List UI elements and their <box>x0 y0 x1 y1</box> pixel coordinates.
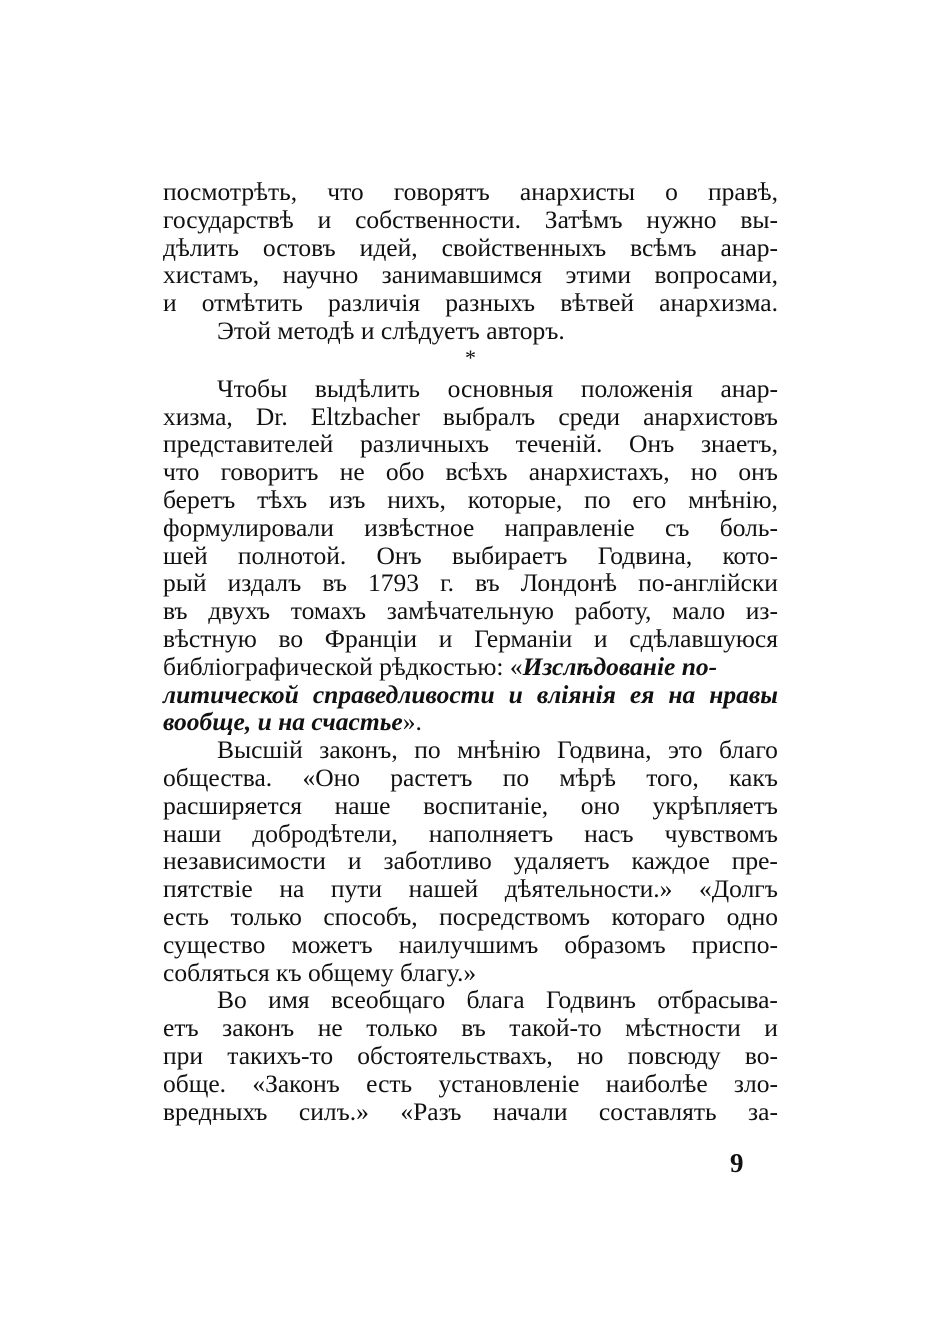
word: зло- <box>733 1068 778 1098</box>
word: не <box>317 1013 343 1043</box>
word: установленіе <box>438 1068 580 1098</box>
word: Годвинъ <box>545 985 636 1015</box>
word: положенія <box>580 373 693 403</box>
paragraph-5 <box>163 986 778 1125</box>
word: Затѣмъ <box>544 204 623 234</box>
word: можетъ <box>291 929 373 959</box>
word: наилучшимъ <box>398 929 539 959</box>
word: анархисты <box>519 177 635 206</box>
word: анар- <box>720 232 778 262</box>
text-line <box>163 542 778 570</box>
word: того, <box>646 762 699 792</box>
word: дѣятельности.» <box>504 874 673 904</box>
word: посредствомъ <box>439 901 591 931</box>
word: всѣмъ <box>630 232 697 262</box>
word: Чтобы <box>217 373 288 403</box>
word: наше <box>334 790 391 820</box>
word: Лондонѣ <box>520 568 618 598</box>
word: и <box>764 1013 778 1043</box>
word: формулировали <box>163 512 334 542</box>
text-line <box>163 234 778 262</box>
word: Германіи <box>474 623 573 653</box>
word: онъ <box>738 457 778 487</box>
word: по <box>584 484 611 514</box>
text-line <box>163 403 778 431</box>
word: обо <box>385 457 425 487</box>
word: говорятъ <box>393 177 490 206</box>
word: что <box>163 457 200 487</box>
book-title-italic: Изслѣдованіе по- <box>522 651 718 681</box>
word: сдѣлавшуюся <box>629 623 778 653</box>
word: наиболѣе <box>605 1068 708 1098</box>
word: въ <box>461 1013 486 1043</box>
word: анархистовъ <box>643 401 778 431</box>
word: беретъ <box>163 484 236 514</box>
word: Франціи <box>324 623 418 653</box>
text-line <box>163 289 778 317</box>
word: 1793 <box>368 568 419 598</box>
word: въ <box>163 596 188 626</box>
word: но <box>576 1040 604 1070</box>
word: справедливости <box>312 679 495 709</box>
word: вы- <box>740 204 778 234</box>
text-line <box>163 1042 778 1070</box>
word: добродѣтели, <box>252 818 398 848</box>
text-line: вообще, и на счастье ». <box>163 707 422 737</box>
word: Eltzbacher <box>310 401 420 431</box>
word: знаетъ, <box>700 429 778 459</box>
word: но <box>690 457 718 487</box>
word: хистамъ, <box>163 260 260 290</box>
word: представителей <box>163 429 334 459</box>
word: всѣхъ <box>445 457 508 487</box>
word: анархистахъ, <box>528 457 670 487</box>
word: насъ <box>584 818 634 848</box>
word: выбираетъ <box>451 540 568 570</box>
word: Онъ <box>629 429 675 459</box>
word: остовъ <box>262 232 336 262</box>
word: каждое <box>631 846 710 876</box>
word: благо <box>718 735 778 765</box>
text-line <box>163 458 778 486</box>
word: томахъ <box>290 596 367 626</box>
word: обще. <box>163 1068 227 1098</box>
word: разныхъ <box>445 288 536 318</box>
word: говоритъ <box>220 457 319 487</box>
word: ея <box>629 679 655 709</box>
text-line <box>163 375 778 403</box>
word: существо <box>163 929 266 959</box>
word: г. <box>440 568 455 598</box>
word: нихъ, <box>387 484 446 514</box>
text-line <box>163 597 778 625</box>
text-line <box>163 875 778 903</box>
text-line <box>163 261 778 289</box>
book-title-italic <box>163 681 778 709</box>
text-line <box>163 625 778 653</box>
word: мнѣнію <box>457 735 541 765</box>
word: собственности. <box>355 204 521 234</box>
text-line <box>163 847 778 875</box>
word: и <box>438 623 453 653</box>
word: Годвина, <box>556 735 652 765</box>
word: посмотрѣть, <box>163 177 298 206</box>
word: работу, <box>574 596 652 626</box>
word: из- <box>745 596 778 626</box>
word: по <box>502 762 530 792</box>
word: одно <box>726 901 778 931</box>
word: рый <box>163 568 207 598</box>
text-line: Этой методѣ и слѣдуетъ авторъ. <box>217 315 565 345</box>
word: въ <box>322 568 347 598</box>
word: нужно <box>646 204 717 234</box>
text-line <box>163 764 778 792</box>
word: по <box>414 735 441 765</box>
book-title-italic: вообще, и на счастье <box>163 707 403 737</box>
word: наполняетъ <box>428 818 554 848</box>
word: Во <box>217 985 247 1015</box>
word: образомъ <box>564 929 666 959</box>
word: мало <box>672 596 726 626</box>
word: такой-то <box>509 1013 602 1043</box>
word: «Оно <box>302 762 360 792</box>
word: анархизма. <box>659 288 778 318</box>
text-line <box>163 931 778 959</box>
word: всеобщаго <box>331 985 446 1015</box>
word: съ <box>664 512 690 542</box>
text-line <box>163 820 778 848</box>
text-line <box>163 1070 778 1098</box>
word: пре- <box>731 846 778 876</box>
word: силъ.» <box>298 1096 369 1126</box>
word: укрѣпляетъ <box>652 790 778 820</box>
word: Высшій <box>217 735 303 765</box>
word: боль- <box>719 512 778 542</box>
word: и <box>593 623 608 653</box>
word: на <box>668 679 696 709</box>
word: вліянія <box>536 679 616 709</box>
word: по-англійски <box>638 568 778 598</box>
text-line <box>163 430 778 458</box>
section-separator: * <box>465 344 476 370</box>
text-line <box>163 569 778 597</box>
word: законъ <box>222 1013 295 1043</box>
word: при <box>163 1040 204 1070</box>
word: анар- <box>720 373 778 403</box>
word: издалъ <box>227 568 302 598</box>
word: обстоятельствахъ, <box>357 1040 553 1070</box>
text-line <box>163 681 778 709</box>
word: мнѣнію, <box>688 484 778 514</box>
word: государствѣ <box>163 204 294 234</box>
word: Годвина, <box>597 540 693 570</box>
word: блага <box>466 985 525 1015</box>
text-line <box>163 736 778 764</box>
text-line <box>163 986 778 1014</box>
text-line <box>163 792 778 820</box>
word: полнотой. <box>237 540 347 570</box>
word: дѣлить <box>163 232 239 262</box>
word: «Долгъ <box>699 874 778 904</box>
word: отбрасыва- <box>657 985 778 1015</box>
word: пятствіе <box>163 874 253 904</box>
word: о <box>665 177 678 206</box>
page-number: 9 <box>730 1148 744 1178</box>
word: этими <box>565 260 632 290</box>
word: Dr. <box>255 401 288 431</box>
word: мѣстности <box>625 1013 741 1043</box>
word: кото- <box>722 540 778 570</box>
text-line <box>163 486 778 514</box>
text-line <box>163 1014 778 1042</box>
word: расширяется <box>163 790 302 820</box>
word: «Разъ <box>400 1096 462 1126</box>
word: такихъ-то <box>227 1040 334 1070</box>
word: различныхъ <box>359 429 490 459</box>
word: шей <box>163 540 208 570</box>
word: и <box>347 846 362 876</box>
word: вѣстную <box>163 623 257 653</box>
paragraph-1 <box>163 178 778 317</box>
word: во <box>278 623 304 653</box>
word: растетъ <box>390 762 473 792</box>
word: только <box>366 1013 438 1043</box>
word: есть <box>366 1068 413 1098</box>
word: удаляетъ <box>513 846 610 876</box>
word: оно <box>580 790 620 820</box>
word: законъ, <box>319 735 398 765</box>
word: вредныхъ <box>163 1096 268 1126</box>
word: замѣчательную <box>386 596 554 626</box>
word: направленіе <box>504 512 635 542</box>
word: которые, <box>467 484 563 514</box>
paragraph-4 <box>163 736 778 986</box>
word: свойственныхъ <box>441 232 607 262</box>
text-line <box>163 903 778 931</box>
paragraph-2 <box>163 317 778 345</box>
word: етъ <box>163 1013 199 1043</box>
word: приспо- <box>691 929 778 959</box>
word: что <box>327 177 364 206</box>
word: двухъ <box>208 596 271 626</box>
word: это <box>667 735 703 765</box>
word: извѣстное <box>364 512 475 542</box>
text-line <box>163 206 778 234</box>
word: выдѣлить <box>314 373 420 403</box>
word: вѣтвей <box>560 288 635 318</box>
text-line: собляться къ общему благу.» <box>163 957 477 987</box>
word: въ <box>475 568 500 598</box>
text-line <box>163 178 778 206</box>
word: за- <box>748 1096 778 1126</box>
text-line <box>163 1098 778 1126</box>
word: «Законъ <box>252 1068 340 1098</box>
word: повсюду <box>627 1040 721 1070</box>
body-text <box>163 178 778 1125</box>
word: отмѣтить <box>201 288 303 318</box>
word: изъ <box>328 484 366 514</box>
word: какъ <box>729 762 778 792</box>
word: теченій. <box>515 429 603 459</box>
word: занимавшимся <box>381 260 543 290</box>
word: воспитаніе, <box>423 790 549 820</box>
paragraph-3 <box>163 375 778 736</box>
word: есть <box>163 901 210 931</box>
word: идей, <box>359 232 418 262</box>
word: во- <box>744 1040 778 1070</box>
word: вопросами, <box>654 260 778 290</box>
word: научно <box>282 260 359 290</box>
word: Онъ <box>376 540 422 570</box>
word: нашей <box>408 874 479 904</box>
word: литической <box>163 679 299 709</box>
word: и <box>508 679 523 709</box>
word: нравы <box>709 679 778 709</box>
word: только <box>230 901 302 931</box>
word: тѣхъ <box>257 484 308 514</box>
word: выбралъ <box>442 401 536 431</box>
text-line: библіографической рѣдкостью: «Изслѣдованіе по- <box>163 651 718 681</box>
word: чувствомъ <box>664 818 778 848</box>
word: различія <box>327 288 421 318</box>
word: среди <box>558 401 620 431</box>
word: наши <box>163 818 222 848</box>
word: независимости <box>163 846 326 876</box>
word: правѣ, <box>707 177 778 206</box>
word: начали <box>492 1096 568 1126</box>
word: котораго <box>611 901 706 931</box>
word: заботливо <box>383 846 492 876</box>
word: общества. <box>163 762 273 792</box>
word: имя <box>268 985 310 1015</box>
word: составлять <box>598 1096 717 1126</box>
word: на <box>279 874 305 904</box>
word: мѣрѣ <box>559 762 616 792</box>
word: не <box>339 457 365 487</box>
word: хизма, <box>163 401 233 431</box>
word: способъ, <box>323 901 418 931</box>
word: основныя <box>447 373 554 403</box>
word: его <box>632 484 667 514</box>
word: пути <box>330 874 383 904</box>
word: и <box>163 288 177 318</box>
text-line <box>163 514 778 542</box>
word: и <box>317 204 332 234</box>
